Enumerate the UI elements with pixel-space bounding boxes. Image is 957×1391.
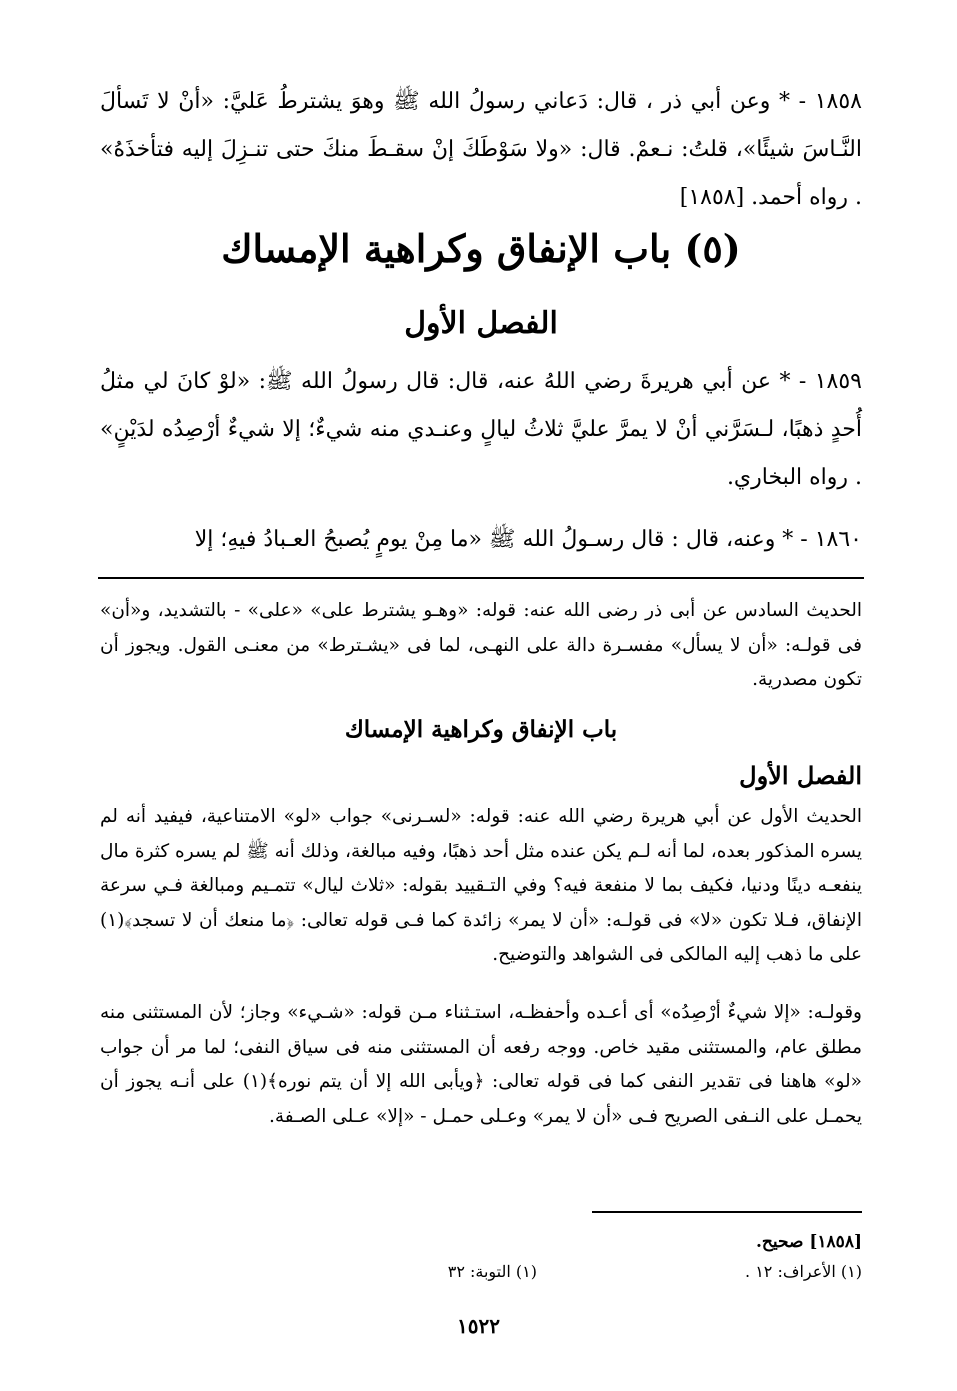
- commentary-section-title: الفصل الأول: [739, 761, 862, 790]
- hadith-1859: ١٨٥٩ - * عن أبي هريرةَ رضي اللهُ عنه، قال: قال رسولُ الله ﷺ: «لوْ كانَ لي مثلُ أُحدٍ ذهبًا، لـسَرَّني أنْ لا يمرَّ عليَّ ثلاثُ ليالٍ وعنـدي منه شيءٌ؛ إلا شيءٌ أرْصِدُه لدَيْنٍ» . رواه البخاري.: [100, 369, 862, 490]
- chapter-title: (٥) باب الإنفاق وكراهية الإمساك: [221, 226, 741, 271]
- page-number: ١٥٢٢: [457, 1314, 500, 1338]
- footnote-rule: [592, 1211, 862, 1213]
- footnote-grade: [١٨٥٨] صحيح.: [756, 1232, 862, 1252]
- divider-rule: [98, 577, 864, 579]
- commentary-paragraph-3: وقولـه: «إلا شيءٌ أرْصِدُه» أى أعـده وأحفظـه، استـثناء مـن قوله: «شـيء» وجاز؛ لأن المستثنى منه مطلق عام، والمستثنى مقيد خاص. ووجه رفعه أن المستثنى منه فى سياق النفى؛ لما مر أن جواب «لو» هاهنا فى تقدير النفى كما فى قوله تعالى: ﴿ويأبى الله إلا أن يتم نوره﴾(١) على أنـه يجوز أن يحمـل على النـفى الصريح فـى «أن لا يمر» وعـلى حمـل - «إلا» عـلى الصـفة.: [100, 1002, 862, 1127]
- section-title: الفصل الأول: [404, 306, 558, 341]
- footnote-a: (١) الأعراف: ١٢ .: [745, 1262, 862, 1281]
- commentary-paragraph-1: الحديث السادس عن أبى ذر رضى الله عنه: قوله: «وهـو يشترط على» «على» - بالتشديد، و«أن» فى قولـه: «أن لا يسأل» مفسـرة دالة على النهـى، لما فى «يشـترط» من معنـى القول. ويجوز أن تكون مصدرية.: [100, 600, 862, 690]
- footnote-b: (١) التوبة: ٣٢: [447, 1262, 537, 1281]
- hadith-1858: ١٨٥٨ - * وعن أبي ذر ، قال: دَعاني رسولُ الله ﷺ وهوَ يشترطُ عَليَّ: «أنْ لا تَسألَ النَّـاسَ شيئًا»، قلتُ: نـعمْ. قال: «ولا سَوْطَكَ إنْ سقـطَ منكَ حتى تنـزِلَ إليه فتأخذَهُ» . رواه أحمد. [١٨٥٨]: [100, 89, 862, 210]
- hadith-1860: ١٨٦٠ - * وعنه، قال : قال رسـولُ الله ﷺ «ما مِنْ يومٍ يُصبحُ العـبادُ فيهِ؛ إلا: [194, 527, 862, 552]
- commentary-chapter-title: باب الإنفاق وكراهية الإمساك: [344, 716, 618, 743]
- commentary-paragraph-2: الحديث الأول عن أبي هريرة رضي الله عنه: قوله: «لسـرنى» جواب «لو» الامتناعية، فيفيد أنه لم يسره المذكور بعده، لما أنه لـم يكن عنده مثل أحد ذهبًا، وفيه مبالغة، وذلك أنه ﷺ لم يسره كثرة مال ينفعـه دينًا ودنيا، فكيف بما لا منفعة فيه؟ وفي التـقييد بقوله: «ثلاث ليال» تتمـيم ومبالغة فـي سرعة الإنفاق، فـلا تكون «لا» فى قولـه: «أن لا يمر» زائدة كما فـى قوله تعالى: ﴿ما منعك أن لا تسجد﴾(١) على ما ذهب إليه المالكى فى الشواهد والتوضيح.: [100, 806, 862, 965]
